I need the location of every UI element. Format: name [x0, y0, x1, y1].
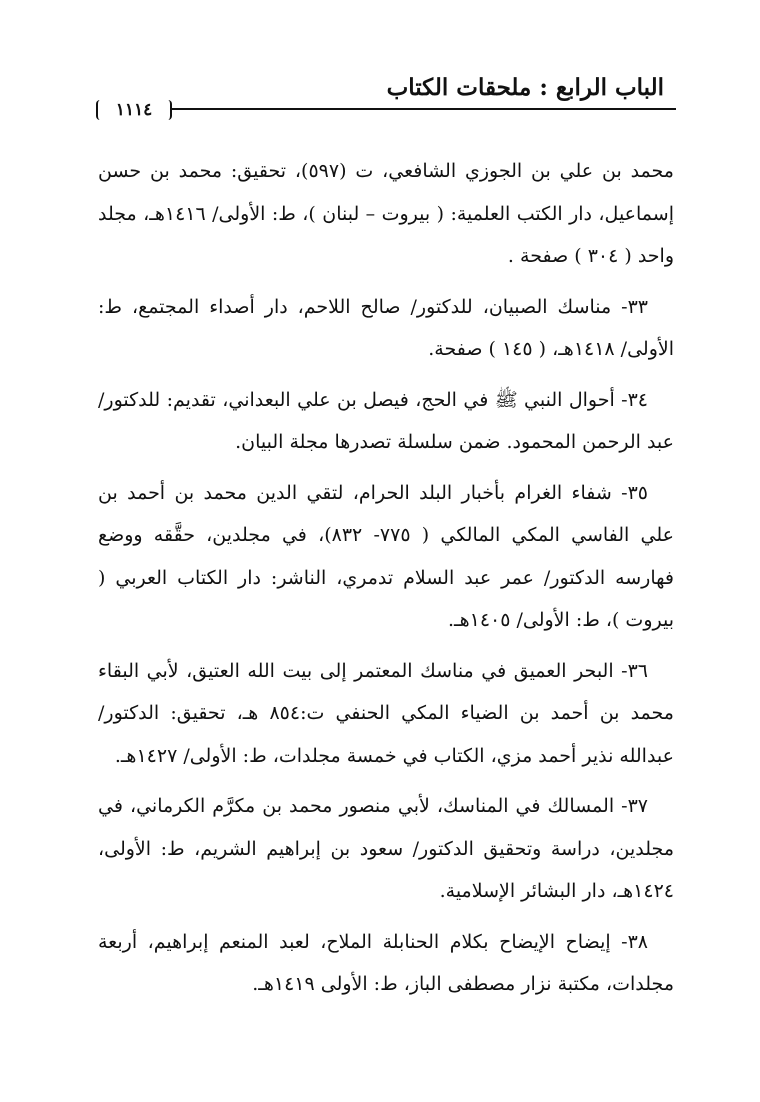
page-number: ١١١٤ — [96, 100, 172, 120]
chapter-title: الباب الرابع : ملحقات الكتاب — [386, 74, 664, 101]
bibliography-entry-34: ٣٤- أحوال النبي ﷺ في الحج، فيصل بن علي البعداني، تقديم: للدكتور/ عبد الرحمن المحمود. ضمن سلسلة تصدرها مجلة البيان. — [98, 388, 674, 453]
page-header — [96, 72, 676, 132]
bibliography-entry-33: ٣٣- مناسك الصبيان، للدكتور/ صالح اللاحم، دار أصداء المجتمع، ط: الأولى/ ١٤١٨هـ، ( ١٤٥ ) صفحة. — [98, 295, 674, 360]
bibliography-entry-38: ٣٨- إيضاح الإيضاح بكلام الحنابلة الملاح، لعبد المنعم إبراهيم، أربعة مجلدات، مكتبة نزار مصطفى الباز، ط: الأولى ١٤١٩هـ. — [98, 930, 674, 995]
bibliography-entry-37: ٣٧- المسالك في المناسك، لأبي منصور محمد بن مكرَّم الكرماني، في مجلدين، دراسة وتحقيق الدكتور/ سعود بن إبراهيم الشريم، ط: الأولى، ١٤٢٤هـ، دار البشائر الإسلامية. — [98, 795, 674, 902]
bibliography-entry-35: ٣٥- شفاء الغرام بأخبار البلد الحرام، لتقي الدين محمد بن أحمد بن علي الفاسي المكي المالكي ( ٧٧٥- ٨٣٢)، في مجلدين، حقَّقه ووضع فهارسه الدكتور/ عمر عبد السلام تدمري، الناشر: دار الكتاب العربي ( بيروت )، ط: الأولى/ ١٤٠٥هـ. — [98, 481, 675, 631]
header-rule — [104, 108, 676, 110]
bibliography-entry-36: ٣٦- البحر العميق في مناسك المعتمر إلى بيت الله العتيق، لأبي البقاء محمد بن أحمد بن الضياء المكي الحنفي ت:٨٥٤ هـ، تحقيق: الدكتور/ عبدالله نذير أحمد مزي، الكتاب في خمسة مجلدات، ط: الأولى/ ١٤٢٧هـ. — [98, 659, 674, 767]
bibliography-list — [98, 150, 674, 1014]
bibliography-entry-continued: محمد بن علي بن الجوزي الشافعي، ت (٥٩٧)، تحقيق: محمد بن حسن إسماعيل، دار الكتب العلمية: ( بيروت – لبنان )، ط: الأولى/ ١٤١٦هـ، مجلد واحد ( ٣٠٤ ) صفحة . — [98, 160, 674, 267]
